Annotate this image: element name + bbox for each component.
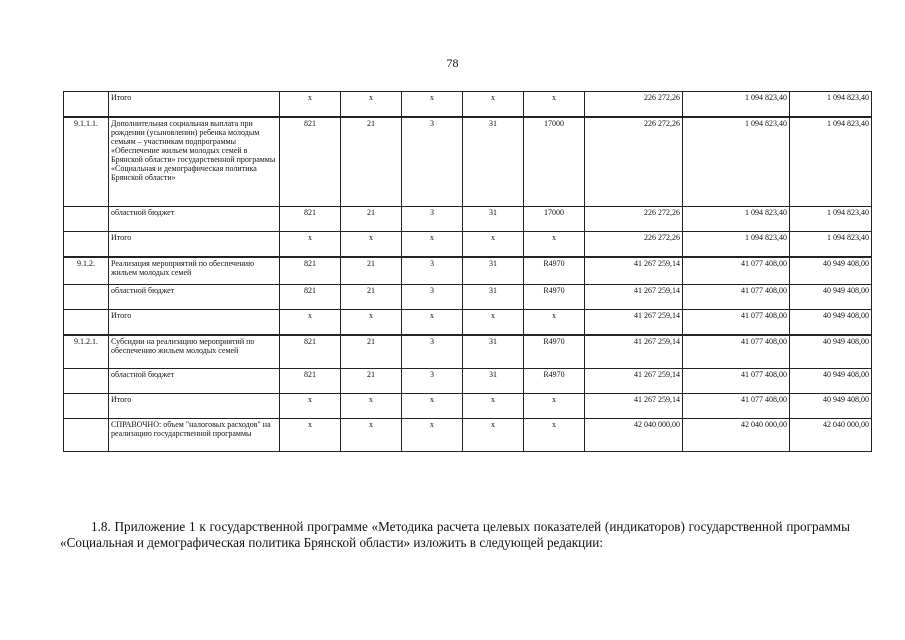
row-name: областной бюджет <box>109 285 280 310</box>
row-gr: х <box>280 310 341 336</box>
row-pr: х <box>402 419 463 452</box>
row-vr: х <box>524 419 585 452</box>
row-rz: х <box>341 419 402 452</box>
row-pr: 3 <box>402 285 463 310</box>
table-row <box>64 419 872 452</box>
row-code <box>64 394 109 419</box>
row-code <box>64 285 109 310</box>
row-value-3: 40 949 408,00 <box>790 369 872 394</box>
table-row <box>64 310 872 336</box>
row-gr: х <box>280 232 341 258</box>
table-row <box>64 92 872 118</box>
row-code <box>64 369 109 394</box>
row-name: Итого <box>109 92 280 118</box>
row-vr: R4970 <box>524 335 585 369</box>
row-vr: R4970 <box>524 369 585 394</box>
row-value-2: 41 077 408,00 <box>683 257 790 285</box>
table-row <box>64 232 872 258</box>
row-vr: х <box>524 310 585 336</box>
row-cs: х <box>463 419 524 452</box>
row-value-1: 41 267 259,14 <box>585 310 683 336</box>
table-row <box>64 285 872 310</box>
budget-table <box>63 91 872 452</box>
row-value-2: 1 094 823,40 <box>683 232 790 258</box>
row-rz: х <box>341 92 402 118</box>
row-cs: 31 <box>463 117 524 207</box>
row-code: 9.1.2.1. <box>64 335 109 369</box>
row-value-2: 41 077 408,00 <box>683 369 790 394</box>
table-row <box>64 369 872 394</box>
row-cs: 31 <box>463 257 524 285</box>
row-code <box>64 207 109 232</box>
row-gr: 821 <box>280 335 341 369</box>
row-value-3: 1 094 823,40 <box>790 232 872 258</box>
body-paragraph: 1.8. Приложение 1 к государственной программе «Методика расчета целевых показателей (индикаторов) государственной программы «Социальная и демографическая политика Брянской области» изложить в следующей редакции: <box>60 519 850 551</box>
row-vr: R4970 <box>524 285 585 310</box>
row-pr: х <box>402 92 463 118</box>
row-value-2: 42 040 000,00 <box>683 419 790 452</box>
row-value-1: 41 267 259,14 <box>585 369 683 394</box>
row-vr: х <box>524 92 585 118</box>
row-value-1: 41 267 259,14 <box>585 335 683 369</box>
row-value-1: 42 040 000,00 <box>585 419 683 452</box>
row-pr: 3 <box>402 207 463 232</box>
row-value-1: 226 272,26 <box>585 232 683 258</box>
row-value-1: 41 267 259,14 <box>585 394 683 419</box>
row-name: Субсидии на реализацию мероприятий по обеспечению жильем молодых семей <box>109 335 280 369</box>
row-name: Реализация мероприятий по обеспечению жильем молодых семей <box>109 257 280 285</box>
row-value-3: 40 949 408,00 <box>790 310 872 336</box>
row-name: областной бюджет <box>109 369 280 394</box>
row-vr: 17000 <box>524 207 585 232</box>
row-pr: 3 <box>402 369 463 394</box>
table-row <box>64 117 872 207</box>
row-value-3: 42 040 000,00 <box>790 419 872 452</box>
row-cs: х <box>463 310 524 336</box>
row-value-3: 1 094 823,40 <box>790 207 872 232</box>
row-rz: х <box>341 310 402 336</box>
row-value-3: 1 094 823,40 <box>790 117 872 207</box>
row-value-2: 41 077 408,00 <box>683 335 790 369</box>
row-value-3: 40 949 408,00 <box>790 335 872 369</box>
row-name: Итого <box>109 310 280 336</box>
row-name: Итого <box>109 232 280 258</box>
row-cs: х <box>463 394 524 419</box>
row-rz: 21 <box>341 335 402 369</box>
row-gr: 821 <box>280 117 341 207</box>
row-vr: х <box>524 394 585 419</box>
row-name: СПРАВОЧНО: объем "налоговых расходов" на реализацию государственной программы <box>109 419 280 452</box>
row-rz: 21 <box>341 117 402 207</box>
row-value-1: 41 267 259,14 <box>585 257 683 285</box>
row-code <box>64 92 109 118</box>
row-gr: 821 <box>280 207 341 232</box>
row-value-2: 1 094 823,40 <box>683 92 790 118</box>
row-pr: 3 <box>402 117 463 207</box>
row-value-1: 226 272,26 <box>585 207 683 232</box>
row-gr: х <box>280 92 341 118</box>
row-cs: х <box>463 232 524 258</box>
row-name: областной бюджет <box>109 207 280 232</box>
table-row <box>64 335 872 369</box>
row-code <box>64 310 109 336</box>
row-value-3: 40 949 408,00 <box>790 257 872 285</box>
row-vr: R4970 <box>524 257 585 285</box>
row-code <box>64 232 109 258</box>
row-value-1: 226 272,26 <box>585 117 683 207</box>
row-code: 9.1.2. <box>64 257 109 285</box>
row-value-2: 1 094 823,40 <box>683 117 790 207</box>
row-value-2: 41 077 408,00 <box>683 310 790 336</box>
row-pr: 3 <box>402 335 463 369</box>
row-code <box>64 419 109 452</box>
row-gr: 821 <box>280 285 341 310</box>
row-gr: х <box>280 394 341 419</box>
row-pr: 3 <box>402 257 463 285</box>
page-number: 78 <box>446 56 459 70</box>
row-rz: 21 <box>341 285 402 310</box>
row-cs: 31 <box>463 207 524 232</box>
row-rz: 21 <box>341 257 402 285</box>
row-rz: 21 <box>341 369 402 394</box>
row-value-2: 41 077 408,00 <box>683 394 790 419</box>
row-cs: х <box>463 92 524 118</box>
row-gr: 821 <box>280 369 341 394</box>
row-pr: х <box>402 394 463 419</box>
row-code: 9.1.1.1. <box>64 117 109 207</box>
row-value-2: 41 077 408,00 <box>683 285 790 310</box>
table-row <box>64 207 872 232</box>
row-name: Итого <box>109 394 280 419</box>
row-value-1: 226 272,26 <box>585 92 683 118</box>
row-rz: 21 <box>341 207 402 232</box>
row-rz: х <box>341 394 402 419</box>
row-gr: 821 <box>280 257 341 285</box>
row-value-3: 40 949 408,00 <box>790 285 872 310</box>
row-vr: 17000 <box>524 117 585 207</box>
row-value-2: 1 094 823,40 <box>683 207 790 232</box>
row-cs: 31 <box>463 285 524 310</box>
row-cs: 31 <box>463 335 524 369</box>
row-value-1: 41 267 259,14 <box>585 285 683 310</box>
table-row <box>64 257 872 285</box>
row-vr: х <box>524 232 585 258</box>
row-value-3: 40 949 408,00 <box>790 394 872 419</box>
row-rz: х <box>341 232 402 258</box>
row-pr: х <box>402 310 463 336</box>
row-name: Дополнительная социальная выплата при рождении (усыновлении) ребенка молодым семьям – участникам подпрограммы «Обеспечение жильем молодых семей в Брянской области» государственной программы «Социальная и демографическая политика Брянской области» <box>109 117 280 207</box>
row-value-3: 1 094 823,40 <box>790 92 872 118</box>
row-cs: 31 <box>463 369 524 394</box>
table-row <box>64 394 872 419</box>
row-gr: х <box>280 419 341 452</box>
row-pr: х <box>402 232 463 258</box>
